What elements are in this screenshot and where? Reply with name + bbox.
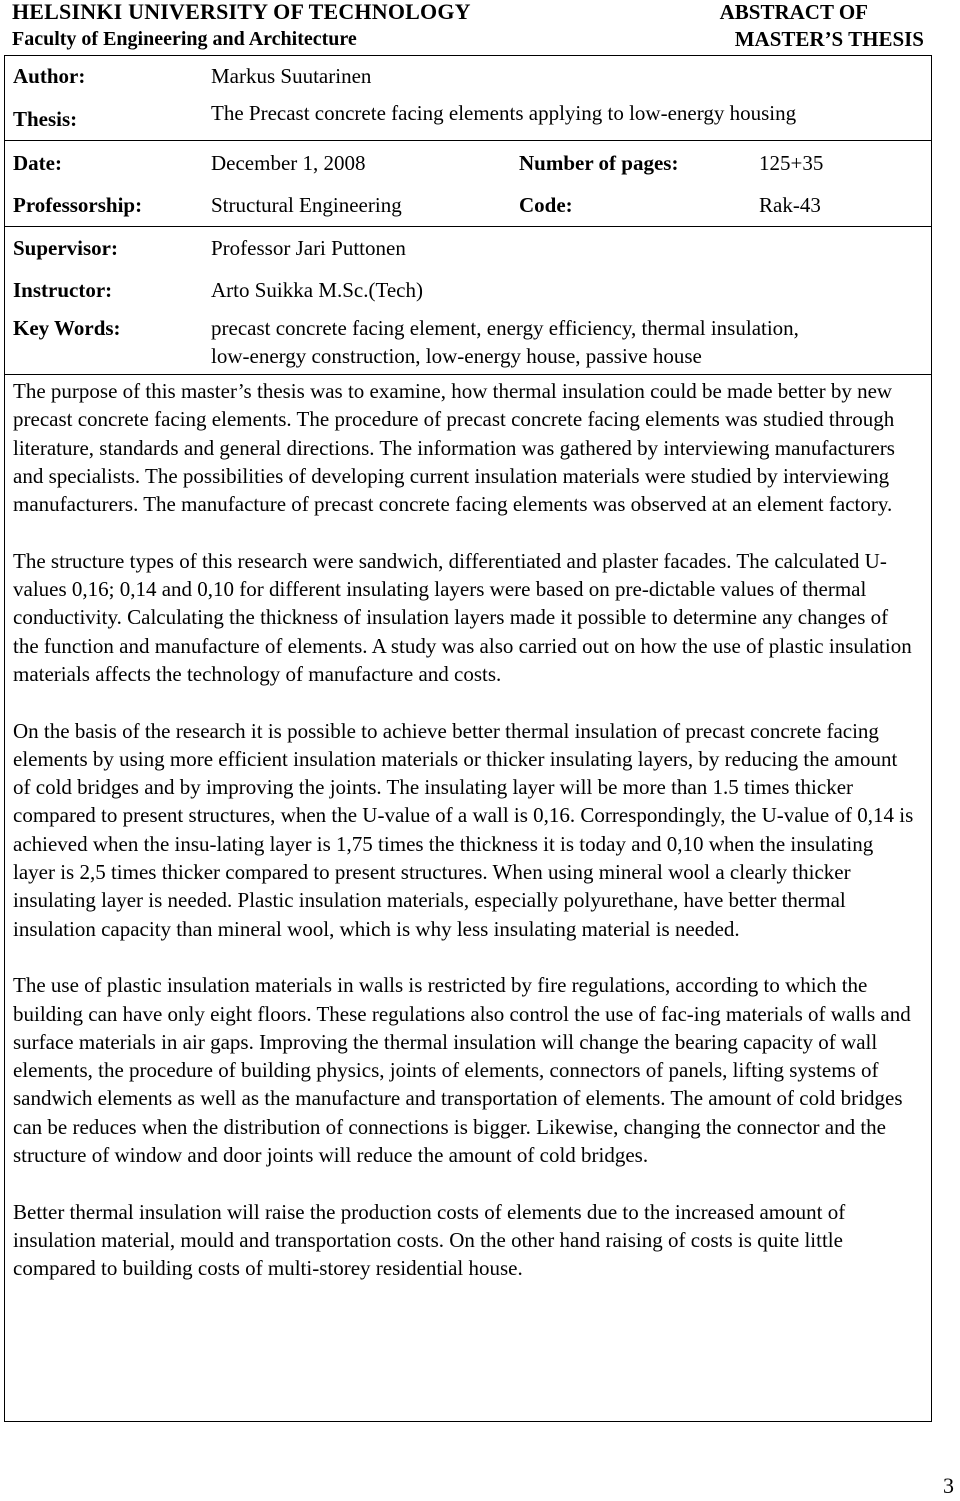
header-left [12,0,471,54]
document-header [12,0,924,56]
university-name: HELSINKI UNIVERSITY OF TECHNOLOGY [12,0,471,24]
pages-value: 125+35 [759,151,824,175]
abstract-paragraph: The use of plastic insulation materials in walls is restricted by fire regulations, according to which the building can have only eight floors. These regulations also control the use of fac-ing materials of walls and surface materials in air gaps. Improving the thermal insulation will change the bearing capacity of wall elements, the procedure of building physics, joints of elements, connectors of panels, lifting systems of sandwich elements as well as the manufacture and transportation of elements. The amount of cold bridges can be reduces when the distribution of connections is bigger. Likewise, changing the connector and the structure of window and door joints will reduce the amount of cold bridges. [13,973,911,1168]
header-right [720,0,924,54]
supervisor-value: Professor Jari Puttonen [211,236,406,260]
professorship-label: Professorship: [13,193,143,217]
keywords-line2: low-energy construction, low-energy house, passive house [211,344,702,368]
abstract-paragraph: Better thermal insulation will raise the production costs of elements due to the increased amount of insulation material, mould and transportation costs. On the other hand raising of costs is quite little compared to building costs of multi-storey residential house. [13,1199,846,1281]
supervisor-label: Supervisor: [13,236,118,260]
instructor-value: Arto Suikka M.Sc.(Tech) [211,278,423,302]
thesis-value: The Precast concrete facing elements applying to low-energy housing [211,101,797,125]
date-label: Date: [13,151,62,175]
keywords-value [211,314,911,370]
professorship-value: Structural Engineering [211,193,402,217]
keywords-line1: precast concrete facing element, energy efficiency, thermal insulation, [211,316,799,340]
page-number: 3 [943,1473,954,1498]
abstract-frame [4,55,932,1422]
author-value: Markus Suutarinen [211,64,372,88]
divider [5,140,931,141]
doc-type-line1: ABSTRACT OF [719,0,868,24]
pages-label: Number of pages: [519,151,679,175]
doc-type-line2: MASTER’S THESIS [734,27,924,51]
author-label: Author: [13,64,86,88]
divider [5,226,931,227]
divider [5,374,931,375]
code-label: Code: [519,193,573,217]
code-value: Rak-43 [759,193,821,217]
abstract-paragraph: The purpose of this master’s thesis was to examine, how thermal insulation could be made better by new precast concrete facing elements. The procedure of precast concrete facing elements was studied through literature, standards and general directions. The information was gathered by interviewing manufacturers and specialists. The possibilities of developing current insulation materials were studied by interviewing manufacturers. The manufacture of precast concrete facing elements was observed at an element factory. [13,379,895,517]
abstract-body [13,377,919,1283]
instructor-label: Instructor: [13,278,113,302]
thesis-label: Thesis: [13,107,78,131]
abstract-paragraph: The structure types of this research were sandwich, differentiated and plaster facades. The calculated U-values 0,16; 0,14 and 0,10 for different insulating layers were based on pre-dictable values of thermal conductivity. Calculating the thickness of insulation layers made it possible to determine any changes of the function and manufacture of elements. A study was also carried out on how the use of plastic insulation materials affects the technology of manufacture and costs. [13,548,912,686]
abstract-paragraph: On the basis of the research it is possible to achieve better thermal insulation of precast concrete facing elements by using more efficient insulation materials or thicker insulating layers, by reducing the amount of cold bridges and by improving the joints. The insulating layer will be more than 1.5 times thicker compared to present structures, when the U-value of a wall is 0,16. Correspondingly, the U-value of 0,14 is achieved when the insu-lating layer is 1,75 times the thickness it is today and 0,10 when the insulating layer is 2,5 times thicker compared to present structures. When using mineral wool a clearly thicker insulating layer is needed. Plastic insulation materials, especially polyurethane, have better thermal insulation capacity than mineral wool, which is why less insulating material is needed. [13,718,914,941]
faculty-name: Faculty of Engineering and Architecture [12,28,357,50]
date-value: December 1, 2008 [211,151,366,175]
keywords-label: Key Words: [13,316,121,340]
